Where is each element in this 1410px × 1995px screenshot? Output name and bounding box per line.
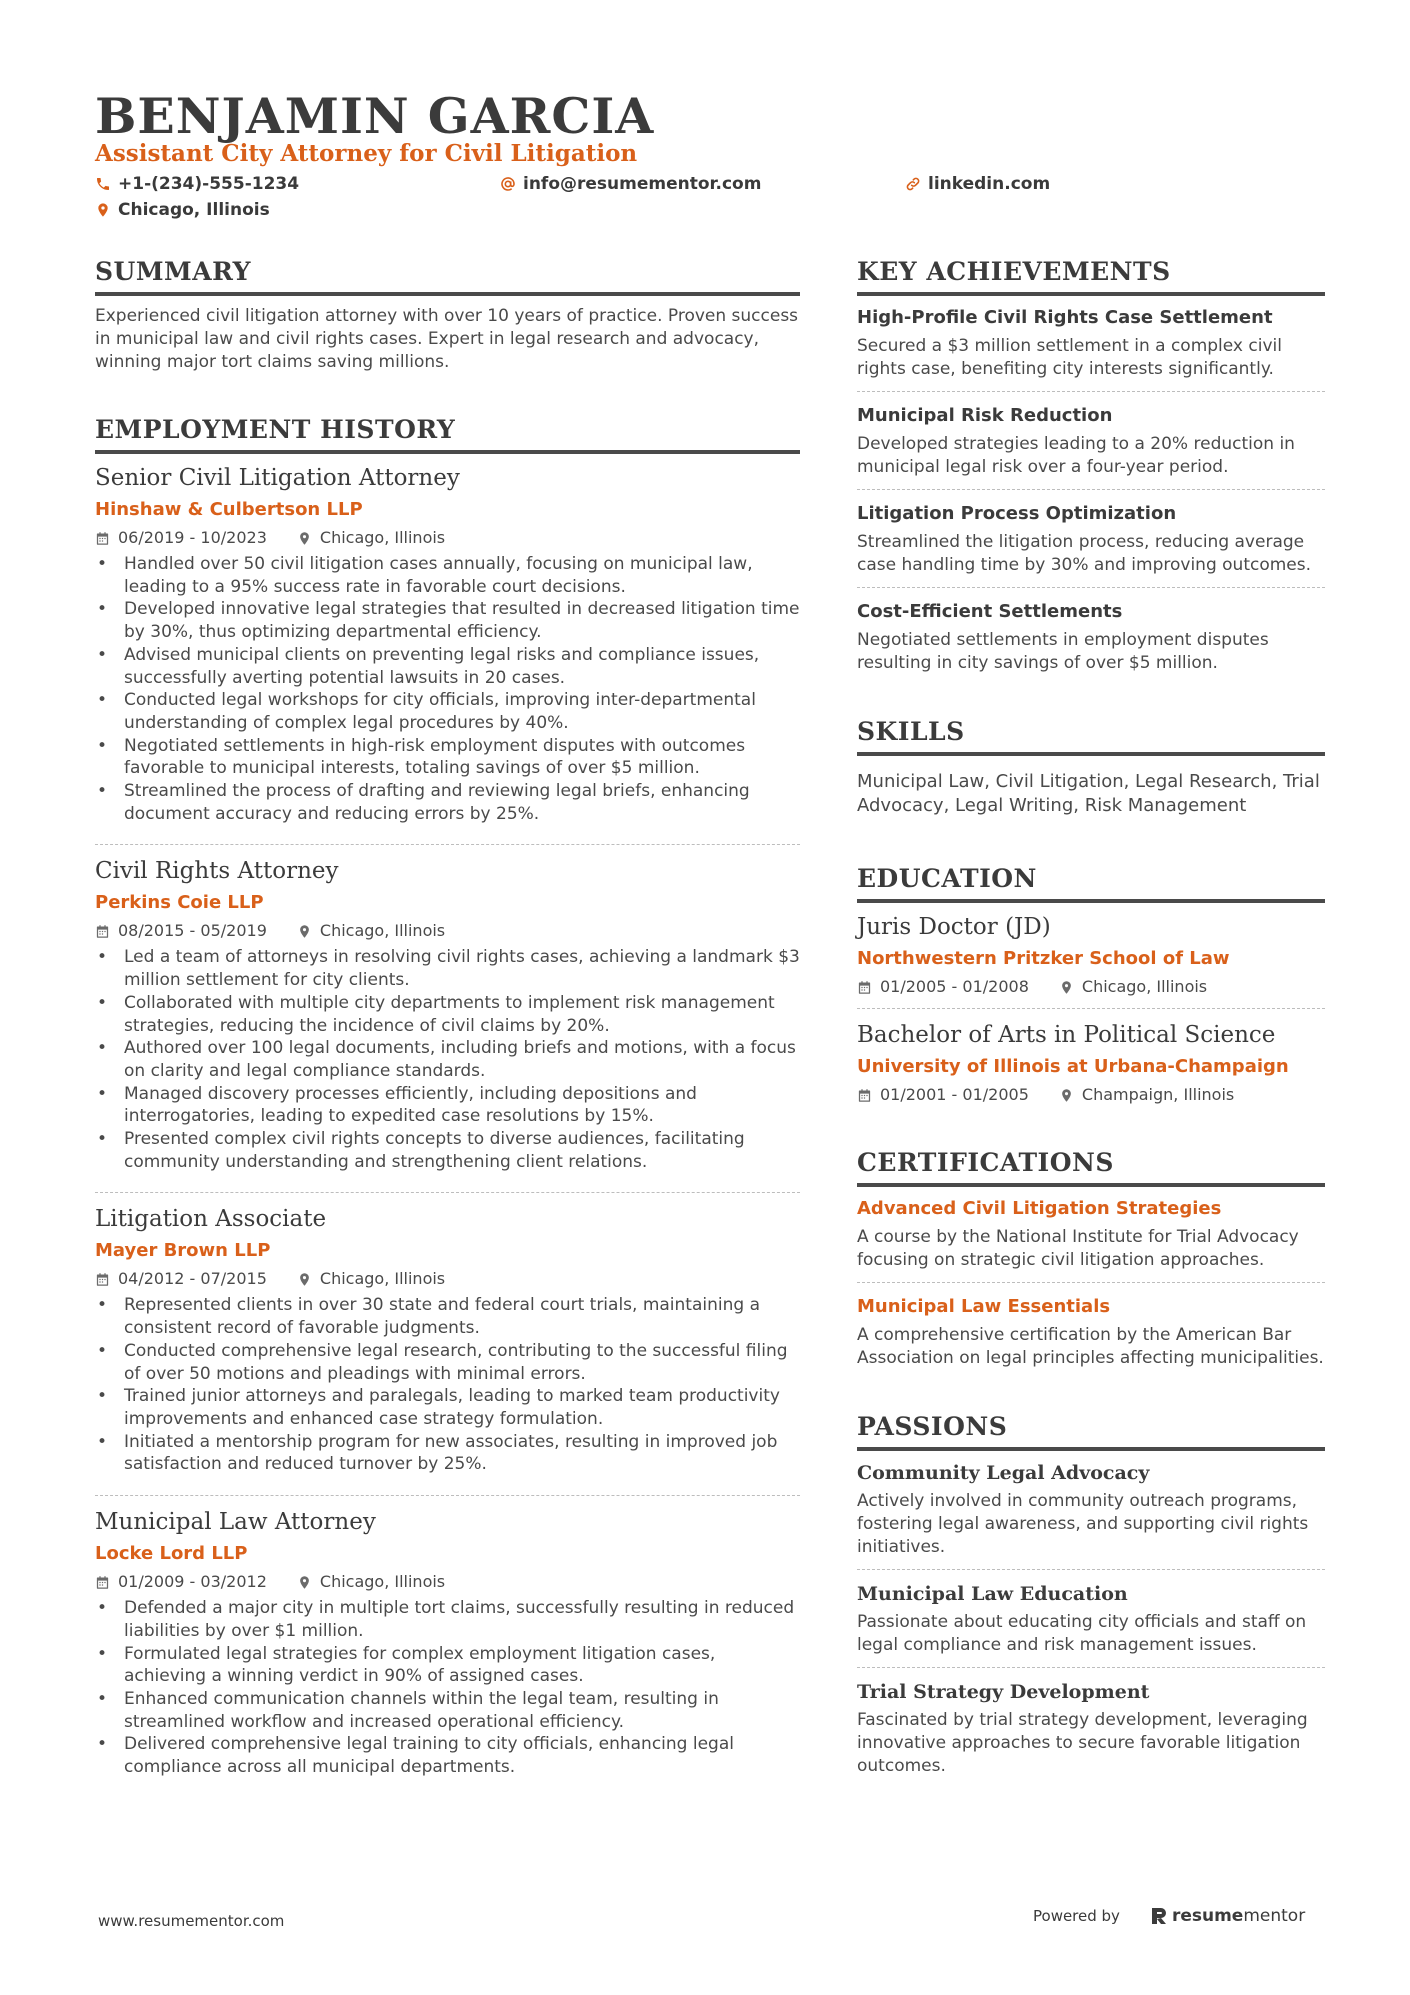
achievement-text: Negotiated settlements in employment disputes resulting in city savings of over $5 million. (857, 630, 1269, 673)
contact-linkedin[interactable] (905, 174, 1050, 194)
calendar-icon (95, 924, 110, 939)
skills-text: Municipal Law, Civil Litigation, Legal Research, Trial Advocacy, Legal Writing, Risk Management (857, 771, 1320, 816)
phone-text: +1-(234)-555-1234 (118, 174, 300, 194)
education-location: Chicago, Illinois (1081, 977, 1208, 996)
location-pin-icon (297, 1575, 312, 1590)
passion-item (857, 1581, 1325, 1657)
list-item: • Streamlined the process of drafting and reviewing legal briefs, enhancing document accuracy and reducing errors by 25%. (95, 780, 800, 825)
list-item: • Delivered comprehensive legal training to city officials, enhancing legal compliance across all municipal departments. (95, 1733, 800, 1778)
achievement-item (857, 599, 1325, 675)
job-entry (95, 1204, 800, 1476)
list-item: • Initiated a mentorship program for new associates, resulting in improved job satisfaction and reduced turnover by 25%. (95, 1431, 800, 1476)
divider (857, 587, 1325, 588)
job-bullets (95, 946, 800, 1173)
divider (857, 1569, 1325, 1570)
employment-heading: EMPLOYMENT HISTORY (95, 414, 800, 454)
brand-name-part1: resume (1171, 1906, 1244, 1926)
left-column (95, 256, 800, 1779)
education-item (857, 1020, 1325, 1106)
resumementor-logo-icon (1150, 1906, 1168, 1926)
skills-heading: SKILLS (857, 716, 1325, 756)
passion-title: Trial Strategy Development (857, 1681, 1150, 1703)
passion-title: Community Legal Advocacy (857, 1462, 1150, 1484)
divider (857, 1667, 1325, 1668)
list-item: • Managed discovery processes efficiently, including depositions and interrogatories, leading to expedited case resolutions by 15%. (95, 1083, 800, 1128)
passion-item (857, 1679, 1325, 1778)
certification-item (857, 1294, 1325, 1370)
divider (857, 489, 1325, 490)
divider (857, 391, 1325, 392)
calendar-icon (95, 531, 110, 546)
job-company: Mayer Brown LLP (95, 1240, 271, 1262)
education-school: Northwestern Pritzker School of Law (857, 948, 1230, 969)
list-item: • Presented complex civil rights concepts to diverse audiences, facilitating community understanding and strengthening client relations. (95, 1128, 800, 1173)
list-item: • Enhanced communication channels within the legal team, resulting in streamlined workflow and increased operational efficiency. (95, 1688, 800, 1733)
achievement-title: Litigation Process Optimization (857, 503, 1177, 524)
list-item: • Handled over 50 civil litigation cases annually, focusing on municipal law, leading to a 95% success rate in favorable court decisions. (95, 553, 800, 598)
list-item: • Conducted legal workshops for city officials, improving inter-departmental understanding of complex legal procedures by 40%. (95, 689, 800, 734)
education-dates: 01/2001 - 01/2005 (880, 1085, 1029, 1104)
job-dates: 06/2019 - 10/2023 (118, 528, 267, 547)
education-degree: Bachelor of Arts in Political Science (857, 1022, 1276, 1048)
achievement-title: Cost-Efficient Settlements (857, 601, 1123, 622)
list-item: • Led a team of attorneys in resolving civil rights cases, achieving a landmark $3 million settlement for city clients. (95, 946, 800, 991)
achievement-item (857, 501, 1325, 577)
calendar-icon (857, 1088, 872, 1103)
passions-heading: PASSIONS (857, 1411, 1325, 1451)
list-item: • Defended a major city in multiple tort claims, successfully resulting in reduced liabilities by over $1 million. (95, 1597, 800, 1642)
job-title: Litigation Associate (95, 1206, 327, 1233)
job-company: Perkins Coie LLP (95, 892, 264, 914)
summary-section (95, 256, 800, 374)
list-item: • Represented clients in over 30 state and federal court trials, maintaining a consistent record of favorable judgments. (95, 1294, 800, 1339)
location-pin-icon (1059, 980, 1074, 995)
achievement-text: Streamlined the litigation process, reducing average case handling time by 30% and improving outcomes. (857, 532, 1312, 575)
list-item: • Developed innovative legal strategies that resulted in decreased litigation time by 30%, thus optimizing departmental efficiency. (95, 598, 800, 643)
divider (857, 1008, 1325, 1009)
education-degree: Juris Doctor (JD) (857, 914, 1051, 940)
achievement-title: Municipal Risk Reduction (857, 405, 1113, 426)
achievement-text: Secured a $3 million settlement in a complex civil rights case, benefiting city interests significantly. (857, 336, 1282, 379)
education-section (857, 863, 1325, 1106)
footer-website[interactable]: www.resumementor.com (98, 1912, 285, 1930)
achievement-text: Developed strategies leading to a 20% reduction in municipal legal risk over a four-year period. (857, 434, 1295, 477)
divider (857, 1282, 1325, 1283)
job-location: Chicago, Illinois (319, 1572, 446, 1592)
job-bullets (95, 1597, 800, 1779)
job-entry (95, 856, 800, 1173)
list-item: • Advised municipal clients on preventing legal risks and compliance issues, successfully averting potential lawsuits in 20 cases. (95, 644, 800, 689)
divider (95, 1192, 800, 1193)
education-dates: 01/2005 - 01/2008 (880, 977, 1029, 996)
achievements-section (857, 256, 1325, 675)
brand-name-part2: mentor (1243, 1906, 1306, 1926)
job-meta (95, 920, 800, 942)
job-meta (95, 1571, 800, 1593)
education-school: University of Illinois at Urbana-Champaign (857, 1056, 1289, 1077)
footer-powered (1033, 1906, 1305, 1926)
location-pin-icon (297, 531, 312, 546)
list-item: • Formulated legal strategies for complex employment litigation cases, achieving a winning verdict in 90% of assigned cases. (95, 1643, 800, 1688)
location-pin-icon (297, 1272, 312, 1287)
education-heading: EDUCATION (857, 863, 1325, 903)
job-dates: 01/2009 - 03/2012 (118, 1572, 267, 1592)
location-pin-icon (1059, 1088, 1074, 1103)
summary-text: Experienced civil litigation attorney with over 10 years of practice. Proven success in municipal law and civil rights cases. Expert in legal research and advocacy, winning major tort claims saving millions. (95, 306, 799, 372)
achievement-item (857, 403, 1325, 479)
right-column (857, 256, 1325, 1778)
certification-text: A course by the National Institute for Trial Advocacy focusing on strategic civil litigation approaches. (857, 1227, 1299, 1270)
skills-section (857, 716, 1325, 818)
brand-logo[interactable] (1150, 1906, 1305, 1926)
certifications-heading: CERTIFICATIONS (857, 1147, 1325, 1187)
passion-text: Actively involved in community outreach programs, fostering legal awareness, and supporting civil rights initiatives. (857, 1491, 1309, 1557)
location-pin-icon (95, 202, 111, 218)
candidate-name: BENJAMIN GARCIA (95, 87, 655, 145)
job-location: Chicago, Illinois (319, 1269, 446, 1289)
job-company: Hinshaw & Culbertson LLP (95, 499, 363, 520)
divider (95, 844, 800, 845)
certification-title: Municipal Law Essentials (857, 1296, 1111, 1317)
certification-title: Advanced Civil Litigation Strategies (857, 1198, 1222, 1219)
list-item: • Conducted comprehensive legal research, contributing to the successful filing of over 50 motions and pleadings with minimal errors. (95, 1340, 800, 1385)
location-text: Chicago, Illinois (118, 200, 270, 220)
job-entry (95, 1507, 800, 1779)
certifications-section (857, 1147, 1325, 1370)
calendar-icon (95, 1575, 110, 1590)
job-meta (95, 1268, 800, 1290)
education-meta (857, 1084, 1325, 1106)
linkedin-text: linkedin.com (928, 174, 1051, 194)
summary-heading: SUMMARY (95, 256, 800, 296)
passion-title: Municipal Law Education (857, 1583, 1128, 1605)
certification-text: A comprehensive certification by the American Bar Association on legal principles affecting municipalities. (857, 1325, 1324, 1368)
list-item: • Trained junior attorneys and paralegals, leading to marked team productivity improvements and enhanced case strategy formulation. (95, 1385, 800, 1430)
passions-section (857, 1411, 1325, 1778)
contact-email[interactable] (500, 174, 761, 194)
email-text: info@resumementor.com (523, 174, 762, 194)
calendar-icon (857, 980, 872, 995)
job-dates: 04/2012 - 07/2015 (118, 1269, 267, 1289)
job-title: Civil Rights Attorney (95, 858, 339, 885)
job-location: Chicago, Illinois (319, 921, 446, 941)
list-item: • Collaborated with multiple city departments to implement risk management strategies, reducing the incidence of civil claims by 20%. (95, 992, 800, 1037)
employment-section (95, 414, 800, 1779)
education-location: Champaign, Illinois (1081, 1085, 1235, 1104)
contact-location (95, 200, 270, 220)
job-meta (95, 527, 800, 549)
phone-icon (95, 176, 111, 192)
achievement-title: High-Profile Civil Rights Case Settlement (857, 307, 1273, 328)
job-location: Chicago, Illinois (319, 528, 446, 547)
certification-item (857, 1196, 1325, 1272)
job-dates: 08/2015 - 05/2019 (118, 921, 267, 941)
calendar-icon (95, 1272, 110, 1287)
passion-text: Passionate about educating city officials and staff on legal compliance and risk management issues. (857, 1612, 1307, 1655)
passion-item (857, 1460, 1325, 1559)
job-bullets (95, 553, 800, 825)
job-title: Municipal Law Attorney (95, 1509, 376, 1536)
achievements-heading: KEY ACHIEVEMENTS (857, 256, 1325, 296)
powered-by-text: Powered by (1033, 1907, 1120, 1925)
list-item: • Negotiated settlements in high-risk employment disputes with outcomes favorable to municipal interests, totaling savings of over $5 million. (95, 735, 800, 780)
job-bullets (95, 1294, 800, 1476)
contact-phone[interactable] (95, 174, 299, 194)
at-icon (500, 176, 516, 192)
link-icon (905, 176, 921, 192)
list-item: • Authored over 100 legal documents, including briefs and motions, with a focus on clarity and legal compliance standards. (95, 1037, 800, 1082)
achievement-item (857, 305, 1325, 381)
education-item (857, 912, 1325, 998)
passion-text: Fascinated by trial strategy development, leveraging innovative approaches to secure favorable litigation outcomes. (857, 1710, 1308, 1776)
job-company: Locke Lord LLP (95, 1543, 248, 1565)
candidate-title: Assistant City Attorney for Civil Litigation (95, 140, 638, 167)
job-entry (95, 463, 800, 825)
education-meta (857, 976, 1325, 998)
divider (95, 1495, 800, 1496)
location-pin-icon (297, 924, 312, 939)
job-title: Senior Civil Litigation Attorney (95, 465, 460, 491)
